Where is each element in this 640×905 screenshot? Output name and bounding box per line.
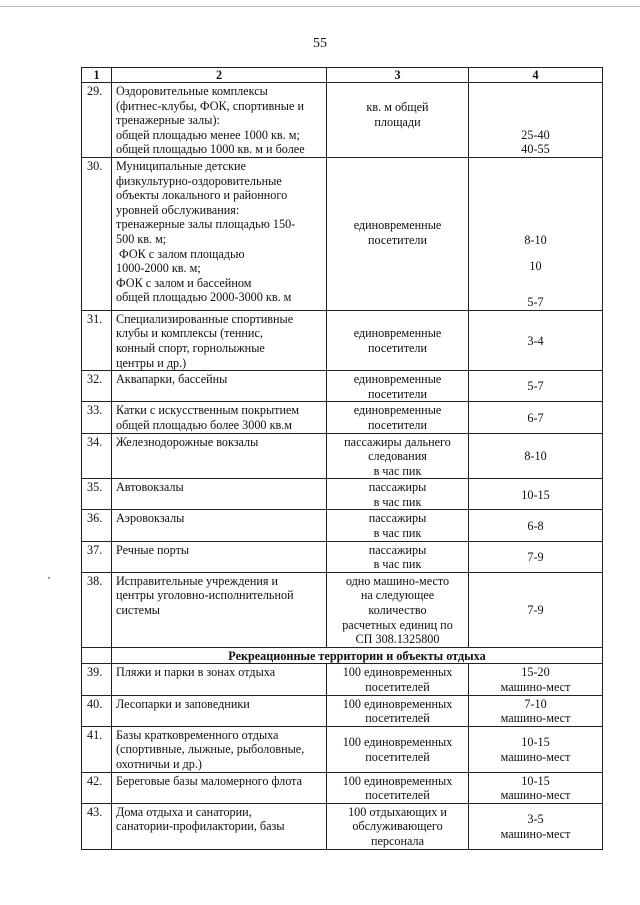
name-line: Береговые базы маломерного флота xyxy=(116,773,303,788)
unit-line: на следующее xyxy=(360,588,435,603)
object-name xyxy=(112,664,327,695)
row-number: 32. xyxy=(82,371,112,402)
name-line: Дома отдыха и санатории, xyxy=(116,804,252,819)
value-line: 7-10 xyxy=(524,696,547,711)
section-title: Рекреационные территории и объекты отдыха xyxy=(112,647,603,664)
table-row xyxy=(82,726,603,772)
name-line: Базы кратковременного отдыха xyxy=(116,727,279,742)
value-line: 5-7 xyxy=(527,295,544,310)
calc-unit xyxy=(327,572,469,647)
name-line: общей площадью 1000 кв. м и более xyxy=(116,142,305,157)
unit-line: посетителей xyxy=(365,680,430,694)
calc-unit xyxy=(327,803,469,849)
object-name xyxy=(112,803,327,849)
name-line: центры и др.) xyxy=(116,355,187,370)
unit-line: посетителей xyxy=(365,711,430,726)
row-number: 33. xyxy=(82,402,112,433)
value-line: 40-55 xyxy=(521,142,550,157)
object-name xyxy=(112,695,327,726)
parking-value xyxy=(469,803,603,849)
value-line: 10 xyxy=(529,258,542,273)
spacer xyxy=(473,284,598,295)
unit-line: 100 отдыхающих и xyxy=(348,804,447,819)
calc-unit xyxy=(327,541,469,572)
value-line: 10-15 xyxy=(521,773,550,788)
unit-line: СП 308.1325800 xyxy=(355,632,440,647)
row-number: 38. xyxy=(82,572,112,647)
object-name xyxy=(112,541,327,572)
value-line: 15-20 xyxy=(521,665,550,680)
name-line: конный спорт, горнолыжные xyxy=(116,340,265,355)
value-line: 7-9 xyxy=(527,603,544,618)
unit-line: площади xyxy=(374,114,421,129)
unit-line: кв. м общей xyxy=(366,100,429,114)
object-name xyxy=(112,402,327,433)
parking-value xyxy=(469,157,603,310)
name-line: Специализированные спортивные xyxy=(116,311,294,326)
row-number: 35. xyxy=(82,479,112,510)
parking-value xyxy=(469,541,603,572)
parking-norms-table xyxy=(81,67,603,850)
table-row xyxy=(82,83,603,158)
row-number: 30. xyxy=(82,157,112,310)
unit-line: посетители xyxy=(367,417,428,432)
table-row xyxy=(82,664,603,695)
object-name xyxy=(112,433,327,479)
row-number: 40. xyxy=(82,695,112,726)
unit-line: единовременные xyxy=(353,403,442,418)
unit-line: пассажиры xyxy=(368,511,427,526)
name-line: ФОК с залом и бассейном xyxy=(116,275,252,290)
table-row xyxy=(82,803,603,849)
value-line: 8-10 xyxy=(524,449,547,464)
name-line: Автовокзалы xyxy=(116,480,184,495)
name-line: 500 кв. м; xyxy=(116,231,167,246)
name-line: системы xyxy=(116,603,160,618)
spacer xyxy=(473,248,598,259)
value-line: машино-мест xyxy=(500,680,571,694)
unit-line: расчетных единиц по xyxy=(342,617,453,632)
object-name xyxy=(112,83,327,158)
header-row xyxy=(82,68,603,83)
name-line: Исправительные учреждения и xyxy=(116,573,279,588)
row-number: 34. xyxy=(82,433,112,479)
value-line: машино-мест xyxy=(500,711,571,726)
row-number: 37. xyxy=(82,541,112,572)
parking-value xyxy=(469,402,603,433)
name-line: Аэровокзалы xyxy=(116,511,185,526)
page-number: 55 xyxy=(313,36,327,51)
value-line: 6-7 xyxy=(527,410,544,425)
parking-value xyxy=(469,310,603,370)
object-name xyxy=(112,157,327,310)
unit-line: посетителей xyxy=(365,788,430,803)
table-row xyxy=(82,310,603,370)
table-row xyxy=(82,371,603,402)
parking-value xyxy=(469,772,603,803)
unit-line: посетители xyxy=(367,340,428,355)
parking-value xyxy=(469,479,603,510)
unit-line: посетители xyxy=(367,386,428,401)
table-row xyxy=(82,572,603,647)
scan-speck xyxy=(48,577,50,579)
row-number: 31. xyxy=(82,310,112,370)
name-line: общей площадью более 3000 кв.м xyxy=(116,417,292,432)
value-line: 5-7 xyxy=(527,379,544,394)
object-name xyxy=(112,479,327,510)
row-number: 42. xyxy=(82,772,112,803)
name-line: Пляжи и парки в зонах отдыха xyxy=(116,665,276,680)
header-col-1: 1 xyxy=(82,68,112,83)
name-line: Речные порты xyxy=(116,542,190,557)
header-col-4: 4 xyxy=(469,68,603,83)
spacer xyxy=(473,273,598,284)
name-line: тренажерные залы площадью 150- xyxy=(116,217,296,232)
unit-line: 100 единовременных xyxy=(342,735,453,750)
table-row xyxy=(82,695,603,726)
name-line: общей площадью менее 1000 кв. м; xyxy=(116,127,300,142)
value-line: 25-40 xyxy=(521,127,550,142)
name-line: санатории-профилактории, базы xyxy=(116,819,285,834)
table-row xyxy=(82,479,603,510)
unit-line: 100 единовременных xyxy=(342,773,453,788)
name-line: охотничьи и др.) xyxy=(116,756,202,771)
calc-unit xyxy=(327,695,469,726)
name-line: уровней обслуживания: xyxy=(116,202,240,217)
parking-value xyxy=(469,83,603,158)
object-name xyxy=(112,371,327,402)
unit-line: в час пик xyxy=(373,526,422,541)
section-spacer-cell xyxy=(82,647,112,664)
row-number: 39. xyxy=(82,664,112,695)
table-row xyxy=(82,433,603,479)
header-col-3: 3 xyxy=(327,68,469,83)
calc-unit xyxy=(327,310,469,370)
table-row xyxy=(82,772,603,803)
name-line: Железнодорожные вокзалы xyxy=(116,434,259,449)
name-line: 1000-2000 кв. м; xyxy=(116,261,201,276)
parking-value xyxy=(469,664,603,695)
name-line: физкультурно-оздоровительные xyxy=(116,173,282,188)
object-name xyxy=(112,310,327,370)
calc-unit xyxy=(327,402,469,433)
calc-unit xyxy=(327,371,469,402)
value-line: 3-5 xyxy=(527,812,544,827)
object-name xyxy=(112,772,327,803)
name-line: Оздоровительные комплексы xyxy=(116,84,268,98)
name-line: Муниципальные детские xyxy=(116,158,246,173)
calc-unit xyxy=(327,772,469,803)
value-line: 3-4 xyxy=(527,333,544,348)
value-line: 10-15 xyxy=(521,735,550,750)
unit-line: следования xyxy=(368,449,427,464)
value-line: машино-мест xyxy=(500,749,571,764)
unit-line: одно машино-место xyxy=(345,573,450,588)
value-line: 7-9 xyxy=(527,549,544,564)
calc-unit xyxy=(327,157,469,310)
calc-unit xyxy=(327,83,469,158)
unit-line: пассажиры дальнего xyxy=(344,434,451,449)
row-number: 41. xyxy=(82,726,112,772)
value-line: 6-8 xyxy=(527,518,544,533)
value-line: машино-мест xyxy=(500,788,571,803)
unit-line: в час пик xyxy=(373,494,422,509)
unit-line: 100 единовременных xyxy=(342,696,453,711)
calc-unit xyxy=(327,510,469,541)
unit-line: в час пик xyxy=(373,463,422,478)
object-name xyxy=(112,572,327,647)
object-name xyxy=(112,726,327,772)
table-row xyxy=(82,402,603,433)
name-line: общей площадью 2000-3000 кв. м xyxy=(116,290,292,305)
calc-unit xyxy=(327,726,469,772)
object-name xyxy=(112,510,327,541)
name-line: тренажерные залы): xyxy=(116,113,220,128)
unit-line: пассажиры xyxy=(368,542,427,557)
row-number: 36. xyxy=(82,510,112,541)
value-line: 8-10 xyxy=(524,232,547,247)
unit-line: посетителей xyxy=(365,749,430,764)
unit-line: в час пик xyxy=(373,557,422,572)
unit-line: 100 единовременных xyxy=(342,665,453,680)
name-line: Лесопарки и заповедники xyxy=(116,696,250,711)
parking-value xyxy=(469,371,603,402)
table-row xyxy=(82,157,603,310)
section-header-row xyxy=(82,647,603,664)
unit-line: единовременные xyxy=(353,326,442,341)
header-col-2: 2 xyxy=(112,68,327,83)
unit-line: обслуживающего xyxy=(352,819,443,834)
unit-line: единовременные xyxy=(353,217,442,232)
parking-value xyxy=(469,695,603,726)
table-row xyxy=(82,541,603,572)
name-line: Аквапарки, бассейны xyxy=(116,372,228,387)
value-line: машино-мест xyxy=(500,826,571,841)
calc-unit xyxy=(327,664,469,695)
unit-line: количество xyxy=(368,603,427,618)
parking-value xyxy=(469,572,603,647)
calc-unit xyxy=(327,433,469,479)
calc-unit xyxy=(327,479,469,510)
name-line: объекты локального и районного xyxy=(116,188,288,203)
row-number: 43. xyxy=(82,803,112,849)
parking-value xyxy=(469,510,603,541)
row-number: 29. xyxy=(82,83,112,158)
unit-line: единовременные xyxy=(353,372,442,387)
unit-line: пассажиры xyxy=(368,480,427,495)
name-line: центры уголовно-исполнительной xyxy=(116,588,294,603)
parking-value xyxy=(469,726,603,772)
name-line: клубы и комплексы (теннис, xyxy=(116,326,263,341)
name-line: (спортивные, лыжные, рыболовные, xyxy=(116,742,305,757)
name-line: Катки с искусственным покрытием xyxy=(116,403,300,418)
unit-line: посетители xyxy=(367,232,428,247)
value-line: 10-15 xyxy=(521,487,550,502)
name-line: ФОК с залом площадью xyxy=(116,246,245,261)
unit-line: персонала xyxy=(370,833,425,848)
parking-value xyxy=(469,433,603,479)
table-row xyxy=(82,510,603,541)
name-line: (фитнес-клубы, ФОК, спортивные и xyxy=(116,98,304,113)
scan-edge-line xyxy=(0,6,640,7)
